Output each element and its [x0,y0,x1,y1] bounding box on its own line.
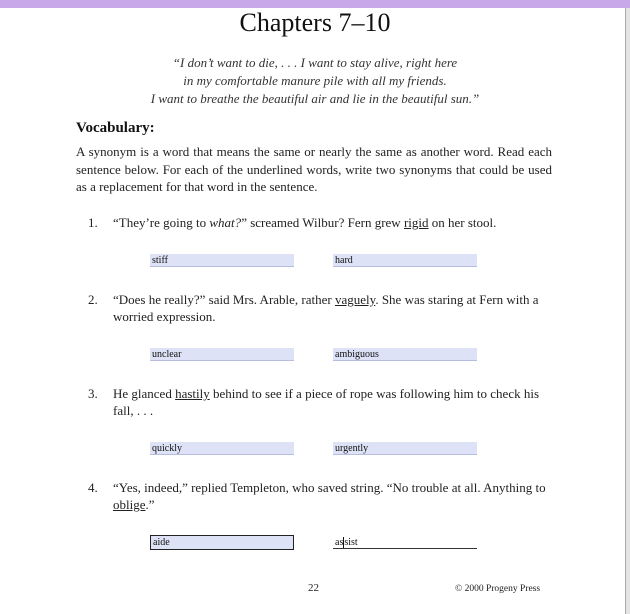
vocabulary-instructions: A synonym is a word that means the same or nearly the same as another word. Read each sentence below. For each of the underlined words, write two synonyms that could be used as a replacement for that word in the sentence. [76,144,552,194]
question-text: “Does he really?” said Mrs. Arable, rather vaguely. She was staring at Fern with a worried expression. [113,292,539,324]
page-number: 22 [308,582,319,594]
epigraph-quote [0,54,630,108]
answer-field-1a[interactable]: stiff [150,254,294,267]
question-text: He glanced hastily behind to see if a piece of rope was following him to check his fall, . . . [113,386,540,418]
underlined-word: oblige [113,497,146,512]
question-1 [88,214,558,231]
answer-field-3b[interactable]: urgently [333,442,477,455]
question-number: 3. [88,386,98,401]
vocabulary-heading: Vocabulary: [76,120,155,136]
question-text: “They’re going to what?” screamed Wilbur? Fern grew rigid on her stool. [113,215,497,230]
quote-line-3: I want to breathe the beautiful air and lie in the beautiful sun.” [150,91,480,106]
answer-field-4a[interactable]: aide [150,535,294,550]
quote-line-1: “I don’t want to die, . . . I want to stay alive, right here [172,55,458,70]
question-number: 2. [88,292,98,307]
answer-field-2a[interactable]: unclear [150,348,294,361]
copyright-notice: © 2000 Progeny Press [455,584,541,594]
answer-field-2b[interactable]: ambiguous [333,348,477,361]
question-2 [88,291,558,325]
underlined-word: rigid [403,215,429,230]
question-number: 4. [88,480,98,495]
underlined-word: hastily [175,386,210,401]
underlined-word: vaguely [335,292,376,307]
page-title: Chapters 7–10 [239,8,391,37]
answer-field-1b[interactable]: hard [333,254,477,267]
question-number: 1. [88,215,98,230]
answer-field-3a[interactable]: quickly [150,442,294,455]
quote-line-2: in my comfortable manure pile with all my friends. [183,73,447,88]
question-3 [88,385,558,419]
answer-field-4b[interactable]: assist [333,536,477,549]
question-4 [88,479,558,513]
question-text: “Yes, indeed,” replied Templeton, who saved string. “No trouble at all. Anything to oblige.” [113,480,546,512]
window-top-bar [0,0,630,8]
